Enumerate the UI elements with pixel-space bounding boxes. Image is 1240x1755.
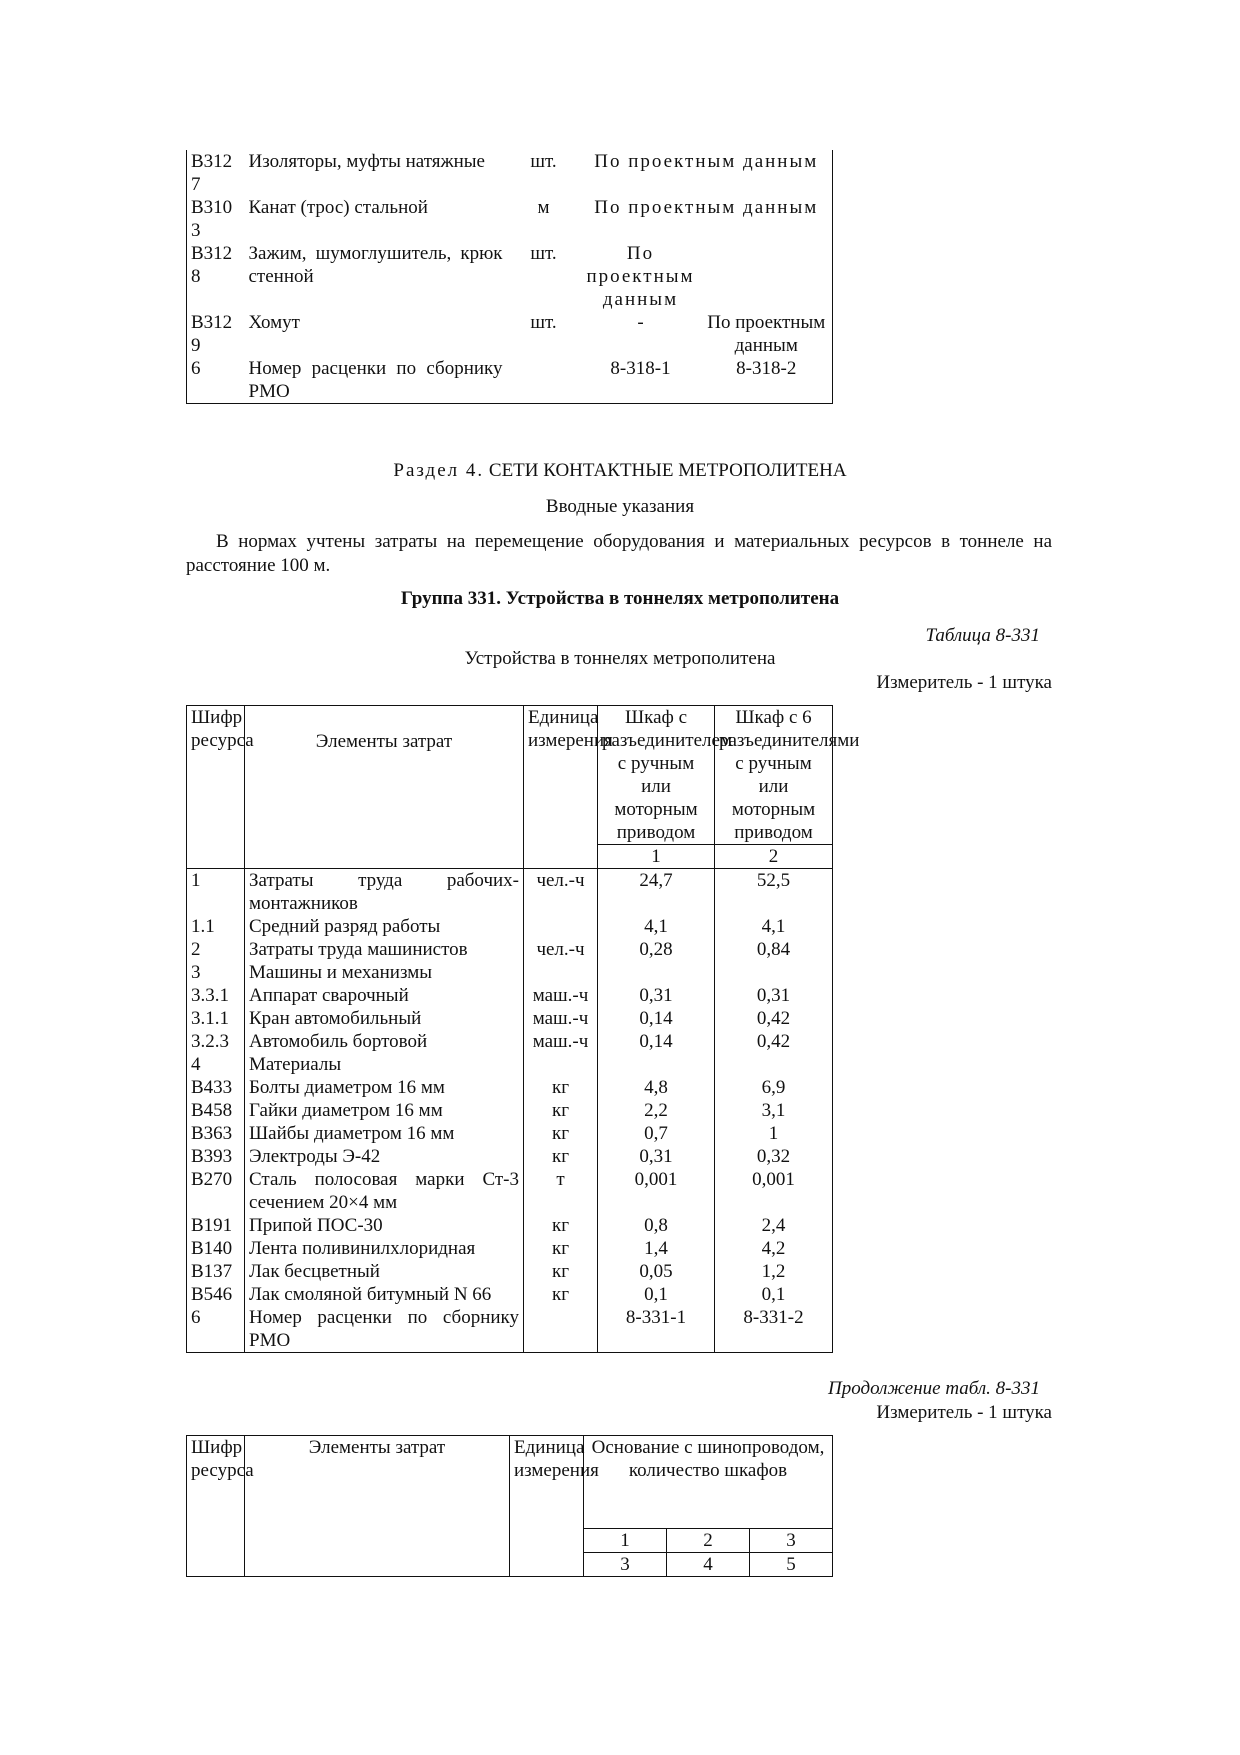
row-name: Болты диаметром 16 мм [245, 1076, 524, 1099]
row-unit [524, 1306, 598, 1353]
row-name: Гайки диаметром 16 мм [245, 1099, 524, 1122]
row-merged-value: По проектным данным [581, 150, 833, 196]
row-value-1 [598, 961, 715, 984]
section-title [0, 459, 1240, 482]
row-unit [524, 915, 598, 938]
cont-sub-3: 3 [750, 1529, 833, 1553]
row-unit: кг [524, 1237, 598, 1260]
table-row [187, 1237, 833, 1260]
row-value-2: 6,9 [715, 1076, 833, 1099]
row-code: В137 [187, 1260, 245, 1283]
row-value-1: 0,1 [598, 1283, 715, 1306]
row-code: 3.3.1 [187, 984, 245, 1007]
top-table-row [187, 196, 833, 242]
row-value-1: 0,05 [598, 1260, 715, 1283]
intro-heading: Вводные указания [545, 496, 695, 517]
row-code: 2 [187, 938, 245, 961]
row-value-2: 8-331-2 [715, 1306, 833, 1353]
row-unit: шт. [530, 312, 557, 333]
row-code: В270 [187, 1168, 245, 1214]
row-code: В458 [187, 1099, 245, 1122]
row-code: В3127 [187, 150, 245, 196]
row-value-1: 0,31 [598, 1145, 715, 1168]
table-row [187, 938, 833, 961]
row-value-2 [715, 961, 833, 984]
row-value-2: 1,2 [715, 1260, 833, 1283]
header-col1: Шкаф с разъединителем с ручным или моторным приводом [598, 706, 715, 845]
row-unit: маш.-ч [524, 1007, 598, 1030]
row-name: Аппарат сварочный [245, 984, 524, 1007]
row-code: 3.1.1 [187, 1007, 245, 1030]
row-unit: маш.-ч [524, 1030, 598, 1053]
row-value-1: 2,2 [598, 1099, 715, 1122]
main-header-row [187, 706, 833, 845]
top-table-row [187, 311, 833, 357]
row-value-1: 24,7 [598, 869, 715, 916]
row-value-2: 0,84 [715, 938, 833, 961]
row-name: Канат (трос) стальной [248, 197, 428, 218]
main-table [186, 705, 860, 1353]
row-name: Номер расценки по сборнику РМО [245, 1306, 524, 1353]
row-code: В363 [187, 1122, 245, 1145]
row-value-2: 0,42 [715, 1030, 833, 1053]
row-name: Затраты труда машинистов [245, 938, 524, 961]
row-unit: кг [524, 1099, 598, 1122]
row-value-2: 0,31 [715, 984, 833, 1007]
row-value-2: 2,4 [715, 1214, 833, 1237]
row-value-2: 0,32 [715, 1145, 833, 1168]
table-row [187, 1053, 833, 1076]
row-value-1: 0,31 [598, 984, 715, 1007]
table-meter: Измеритель - 1 штука [876, 672, 1052, 693]
cont-sub-1: 1 [584, 1529, 667, 1553]
table-row [187, 961, 833, 984]
cont-header-row [187, 1436, 833, 1529]
header-code: Шифр ресурса [187, 706, 245, 869]
row-unit: чел.-ч [524, 869, 598, 916]
row-code: 1 [187, 869, 245, 916]
row-value-1: 0,7 [598, 1122, 715, 1145]
group-title: Группа 331. Устройства в тоннелях метрополитена [400, 588, 840, 609]
row-code: В546 [187, 1283, 245, 1306]
row-unit: кг [524, 1283, 598, 1306]
row-value-1: - [637, 312, 644, 333]
row-code: В3129 [187, 311, 245, 357]
row-name: Электроды Э-42 [245, 1145, 524, 1168]
row-unit: маш.-ч [524, 984, 598, 1007]
row-unit [507, 357, 581, 404]
row-value-2: По проектным данным [701, 311, 833, 357]
header-name: Элементы затрат [245, 706, 524, 869]
top-table-row [187, 357, 833, 404]
table-row [187, 1030, 833, 1053]
row-code: 1.1 [187, 915, 245, 938]
table-row [187, 1214, 833, 1237]
table-row [187, 1260, 833, 1283]
row-value-1 [598, 1053, 715, 1076]
row-value-1: 8-318-1 [581, 357, 701, 404]
table-row [187, 1076, 833, 1099]
row-code: В3128 [187, 242, 245, 311]
row-name: Номер расценки по сборнику РМО [245, 357, 507, 404]
row-code: 3.2.3 [187, 1030, 245, 1053]
cont-sub-2: 2 [667, 1529, 750, 1553]
row-name: Лак бесцветный [245, 1260, 524, 1283]
row-value-1: По проектным данным [586, 243, 695, 310]
continuation-label: Продолжение табл. 8-331 [827, 1378, 1040, 1399]
intro-text: В нормах учтены затраты на перемещение оборудования и материальных ресурсов в тоннеле на расстояние 100 м. [186, 531, 1052, 576]
table-row [187, 1168, 833, 1214]
row-unit: м [537, 197, 550, 218]
row-name: Хомут [248, 312, 300, 333]
table-row [187, 1145, 833, 1168]
table-label: Таблица 8-331 [925, 625, 1040, 646]
table-row [187, 915, 833, 938]
row-unit: чел.-ч [524, 938, 598, 961]
row-name: Лента поливинилхлоридная [245, 1237, 524, 1260]
cont-num-3: 5 [750, 1553, 833, 1577]
top-table-row [187, 150, 833, 196]
continuation-meter: Измеритель - 1 штука [876, 1402, 1052, 1423]
cont-header-unit: Единица измерения [510, 1436, 584, 1577]
cont-header-code: Шифр ресурса [187, 1436, 245, 1577]
header-num1: 1 [598, 845, 715, 869]
header-unit: Единица измерения [524, 706, 598, 869]
header-col2: Шкаф с 6 разъединителями с ручным или моторным приводом [715, 706, 833, 845]
row-name: Зажим, шумоглушитель, крюк стенной [248, 243, 503, 287]
row-value-1: 8-331-1 [598, 1306, 715, 1353]
row-value-1: 1,4 [598, 1237, 715, 1260]
row-code: В393 [187, 1145, 245, 1168]
row-code: 6 [187, 357, 245, 404]
row-name: Шайбы диаметром 16 мм [245, 1122, 524, 1145]
row-value-2: 0,1 [715, 1283, 833, 1306]
table-row [187, 869, 833, 916]
table-row [187, 984, 833, 1007]
cont-num-1: 3 [584, 1553, 667, 1577]
row-value-1: 0,14 [598, 1030, 715, 1053]
row-value-1: 0,8 [598, 1214, 715, 1237]
row-code: В191 [187, 1214, 245, 1237]
row-name: Кран автомобильный [245, 1007, 524, 1030]
row-merged-value: По проектным данным [581, 196, 833, 242]
row-code: 3 [187, 961, 245, 984]
row-value-1: 4,1 [598, 915, 715, 938]
row-name: Сталь полосовая марки Ст-3 сечением 20×4 мм [245, 1168, 524, 1214]
top-table [186, 150, 833, 404]
row-code: В433 [187, 1076, 245, 1099]
row-value-2: 52,5 [715, 869, 833, 916]
cont-header-group: Основание с шинопроводом, количество шкафов [584, 1436, 833, 1529]
row-name: Автомобиль бортовой [245, 1030, 524, 1053]
row-value-2 [701, 242, 833, 311]
row-name: Средний разряд работы [245, 915, 524, 938]
row-unit: т [524, 1168, 598, 1214]
row-value-2 [715, 1053, 833, 1076]
row-value-2: 0,001 [715, 1168, 833, 1214]
header-num2: 2 [715, 845, 833, 869]
row-name: Изоляторы, муфты натяжные [248, 151, 485, 172]
row-value-1: 0,14 [598, 1007, 715, 1030]
row-value-2: 8-318-2 [701, 357, 833, 404]
row-unit: кг [524, 1145, 598, 1168]
row-code: В140 [187, 1237, 245, 1260]
row-value-2: 4,2 [715, 1237, 833, 1260]
row-name: Машины и механизмы [245, 961, 524, 984]
table-row [187, 1007, 833, 1030]
row-value-1: 4,8 [598, 1076, 715, 1099]
cont-header-name: Элементы затрат [245, 1436, 510, 1577]
row-unit: кг [524, 1260, 598, 1283]
row-unit: кг [524, 1122, 598, 1145]
row-unit: шт. [530, 151, 557, 172]
table-row [187, 1283, 833, 1306]
row-unit [524, 1053, 598, 1076]
row-value-2: 3,1 [715, 1099, 833, 1122]
row-unit: кг [524, 1214, 598, 1237]
row-code: В3103 [187, 196, 245, 242]
table-row [187, 1306, 833, 1353]
row-value-2: 0,42 [715, 1007, 833, 1030]
row-name: Припой ПОС-30 [245, 1214, 524, 1237]
row-value-1: 0,001 [598, 1168, 715, 1214]
row-value-1: 0,28 [598, 938, 715, 961]
section-title-spaced: Раздел 4. [393, 460, 485, 481]
top-table-row [187, 242, 833, 311]
row-name: Затраты труда рабочих-монтажников [245, 869, 524, 916]
row-name: Лак смоляной битумный N 66 [245, 1283, 524, 1306]
row-unit: кг [524, 1076, 598, 1099]
row-unit: шт. [530, 243, 557, 264]
row-unit [524, 961, 598, 984]
table-row [187, 1122, 833, 1145]
row-value-2: 4,1 [715, 915, 833, 938]
section-title-rest: СЕТИ КОНТАКТНЫЕ МЕТРОПОЛИТЕНА [488, 460, 847, 481]
row-name: Материалы [245, 1053, 524, 1076]
continuation-table [186, 1435, 833, 1577]
cont-num-2: 4 [667, 1553, 750, 1577]
table-caption: Устройства в тоннелях метрополитена [464, 648, 776, 669]
row-value-2: 1 [715, 1122, 833, 1145]
row-code: 4 [187, 1053, 245, 1076]
table-row [187, 1099, 833, 1122]
row-code: 6 [187, 1306, 245, 1353]
